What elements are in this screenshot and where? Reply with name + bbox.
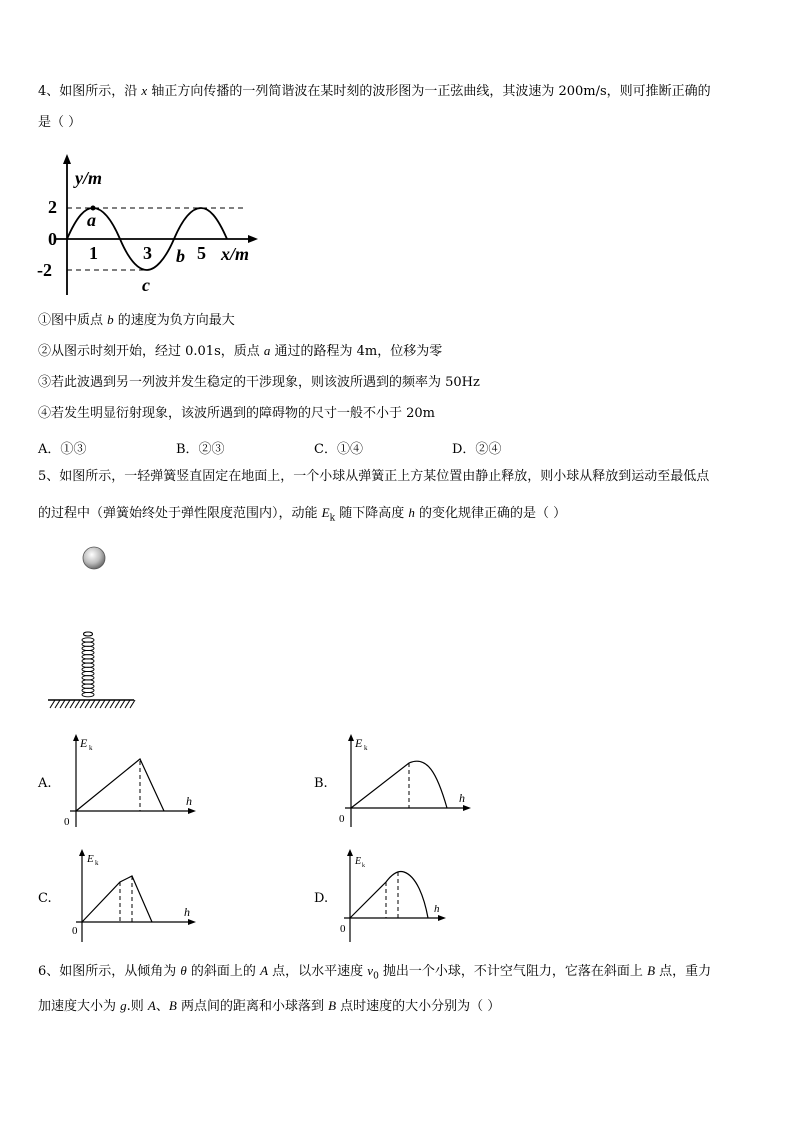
point-b-label: b <box>176 246 185 266</box>
q4-statement-1: ①图中质点 b 的速度为负方向最大 <box>38 312 235 328</box>
svg-text:0: 0 <box>64 816 70 828</box>
svg-text:h: h <box>434 903 440 915</box>
y-axis-label: y/m <box>75 168 102 188</box>
svg-text:0: 0 <box>339 813 345 825</box>
q4-text: 4、如图所示，沿 <box>38 84 142 99</box>
svg-text:k: k <box>89 744 93 752</box>
spring-coil <box>82 646 94 650</box>
svg-text:E: E <box>355 736 363 750</box>
ground-hatch <box>125 700 130 708</box>
spring-coil <box>82 688 94 692</box>
ground-hatch <box>110 700 115 708</box>
q5-stem-line2: 的过程中（弹簧始终处于弹性限度范围内），动能 $E_k$ 随下降高度 h 的变化规律正确的是（ ） <box>38 505 567 524</box>
spring-coil <box>82 667 94 671</box>
graph-b[interactable] <box>335 733 475 833</box>
tick-y-0: 0 <box>48 229 57 249</box>
graph-c[interactable] <box>60 848 200 948</box>
ground-hatch <box>115 700 120 708</box>
ground-hatch <box>120 700 125 708</box>
wave-graph <box>37 152 275 297</box>
ground-hatch <box>105 700 110 708</box>
q4-option-b[interactable]: B．②③ <box>176 442 225 457</box>
tick-x-5: 5 <box>197 243 206 263</box>
svg-text:k: k <box>95 859 99 867</box>
q4-statement-2: ②从图示时刻开始，经过 0.01s，质点 a 通过的路程为 4m，位移为零 <box>38 343 443 359</box>
q4-statement-4: ④若发生明显衍射现象，该波所遇到的障碍物的尺寸一般不小于 20m <box>38 406 436 421</box>
ground-hatch <box>100 700 105 708</box>
tick-y-2: 2 <box>48 197 57 217</box>
wave-y-arrow <box>63 154 71 164</box>
q4-text: 轴正方向传播的一列简谐波在某时刻的波形图为一正弦曲线，其波速为 200m/s，则可推断正确的 <box>147 84 711 99</box>
svg-text:E: E <box>355 856 362 867</box>
ground-hatch <box>60 700 65 708</box>
svg-text:E: E <box>87 853 94 865</box>
q5-option-a-label[interactable]: A. <box>38 776 52 791</box>
x-axis-label: x/m <box>221 244 250 264</box>
spring-coil <box>82 692 94 696</box>
q5-option-d-label[interactable]: D. <box>314 891 329 906</box>
spring-coil <box>82 676 94 680</box>
ground-hatch <box>55 700 60 708</box>
q4-stem-line2: 是（ ） <box>38 115 82 130</box>
q4-var-x: x <box>141 83 148 98</box>
ball-spring-figure <box>40 540 140 710</box>
ground-hatch <box>95 700 100 708</box>
q6-stem-line1: 6、如图所示，从倾角为 θ 的斜面上的 A 点，以水平速度 $v_0$ 抛出一个小球，不计空气阻力，它落在斜面上 B 点，重力 <box>38 963 712 982</box>
spring-coil <box>82 650 94 654</box>
ground-hatch <box>65 700 70 708</box>
spring-coil <box>82 659 94 663</box>
q5-option-c-label[interactable]: C. <box>38 891 52 906</box>
tick-y-neg2: -2 <box>37 260 52 280</box>
q5-option-b-label[interactable]: B. <box>314 776 328 791</box>
tick-x-3: 3 <box>143 243 152 263</box>
wave-x-arrow <box>248 235 258 243</box>
spring-coil <box>82 684 94 688</box>
q4-statement-3: ③若此波遇到另一列波并发生稳定的干涉现象，则该波所遇到的频率为 50Hz <box>38 375 480 390</box>
svg-text:h: h <box>186 794 192 808</box>
q4-option-c[interactable]: C．①④ <box>314 442 363 457</box>
ground-hatch <box>80 700 85 708</box>
spring-coil <box>82 642 94 646</box>
point-c-label: c <box>142 275 150 295</box>
q5-stem-line1: 5、如图所示，一轻弹簧竖直固定在地面上，一个小球从弹簧正上方某位置由静止释放，则小球从释放到运动至最低点 <box>38 469 710 484</box>
ground-hatch <box>85 700 90 708</box>
spring-coil <box>82 680 94 684</box>
spring-coil <box>82 655 94 659</box>
point-a-label: a <box>87 210 96 230</box>
graph-a[interactable] <box>60 733 200 833</box>
svg-text:k: k <box>364 744 368 752</box>
svg-text:0: 0 <box>72 925 78 937</box>
spring-coils <box>84 632 93 636</box>
ground-hatch <box>130 700 135 708</box>
spring-coil <box>82 638 94 642</box>
svg-text:h: h <box>459 791 465 805</box>
q4-option-a[interactable]: A．①③ <box>38 442 87 457</box>
svg-text:k: k <box>362 863 365 869</box>
tick-x-1: 1 <box>89 243 98 263</box>
ground-hatch <box>50 700 55 708</box>
svg-text:E: E <box>80 736 88 750</box>
spring-coil <box>82 663 94 667</box>
q6-stem-line2: 加速度大小为 g.则 A、B 两点间的距离和小球落到 B 点时速度的大小分别为（ ） <box>38 998 501 1014</box>
svg-text:h: h <box>184 905 190 919</box>
q4-option-d[interactable]: D．②④ <box>452 442 502 457</box>
ground-hatch <box>75 700 80 708</box>
ball <box>83 547 105 569</box>
ground-hatch <box>70 700 75 708</box>
svg-text:0: 0 <box>340 923 346 935</box>
spring-coil <box>82 671 94 675</box>
q4-stem-line1 <box>38 83 711 100</box>
ground-hatch <box>90 700 95 708</box>
graph-d[interactable] <box>330 848 470 948</box>
